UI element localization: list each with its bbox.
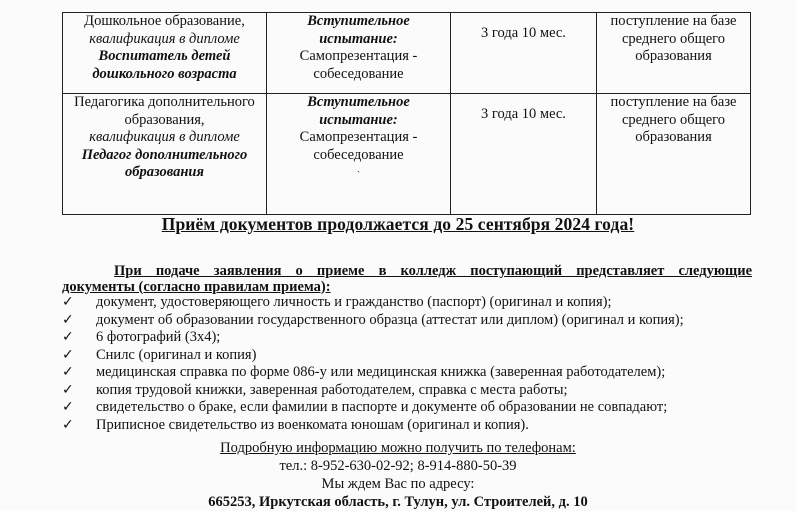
document-text: Приписное свидетельство из военкомата юношам (оригинал и копия). bbox=[96, 416, 529, 433]
waiting-line: Мы ждем Вас по адресу: bbox=[321, 476, 475, 492]
qualification-value: Педагог дополнительного образования bbox=[81, 146, 248, 180]
list-item bbox=[62, 294, 762, 312]
headline: Приём документов продолжается до 25 сентября 2024 года! bbox=[161, 214, 635, 234]
document-text: медицинская справка по форме 086-у или медицинская книжка (заверенная работодателем); bbox=[96, 364, 666, 380]
exam-cell bbox=[267, 13, 451, 94]
basis: поступление на базе среднего общего образования bbox=[610, 94, 737, 145]
list-item bbox=[62, 312, 762, 330]
document-text: 6 фотографий (3х4); bbox=[96, 329, 221, 345]
document-text: документ об образовании государственного образца (аттестат или диплом) (оригинал и копия); bbox=[96, 311, 684, 328]
basis: поступление на базе среднего общего образования bbox=[610, 13, 737, 64]
programs-table bbox=[62, 12, 751, 215]
qualification-label: квалификация в дипломе bbox=[89, 129, 240, 145]
checkmark-icon: ✓ bbox=[62, 416, 74, 433]
intro-line-1: При подаче заявления о приеме в колледж поступающий представляет следующие bbox=[114, 263, 752, 279]
qualification-label: квалификация в дипломе bbox=[89, 30, 240, 47]
checkmark-icon: ✓ bbox=[62, 329, 74, 345]
basis-cell bbox=[597, 94, 751, 215]
documents-list bbox=[62, 294, 762, 434]
stray-mark-icon: ˏ bbox=[356, 162, 361, 173]
list-item bbox=[62, 417, 762, 435]
info-line: Подробную информацию можно получить по телефонам: bbox=[220, 440, 576, 456]
program-name-cell bbox=[63, 13, 267, 94]
list-item bbox=[62, 364, 762, 382]
program-name: Дошкольное образование, bbox=[84, 13, 245, 29]
exam-label: Вступительное испытание: bbox=[307, 94, 410, 128]
document-text: копия трудовой книжки, заверенная работодателем, справка с места работы; bbox=[96, 381, 568, 398]
checkmark-icon: ✓ bbox=[62, 399, 74, 415]
checkmark-icon: ✓ bbox=[62, 311, 74, 328]
checkmark-icon: ✓ bbox=[62, 294, 74, 310]
list-item bbox=[62, 347, 762, 365]
list-item bbox=[62, 329, 762, 347]
exam-label: Вступительное испытание: bbox=[307, 13, 410, 47]
checkmark-icon: ✓ bbox=[62, 364, 74, 380]
document-text: документ, удостоверяющего личность и гражданство (паспорт) (оригинал и копия); bbox=[96, 294, 612, 310]
duration: 3 года 10 мес. bbox=[481, 25, 566, 41]
checkmark-icon: ✓ bbox=[62, 381, 74, 398]
qualification-value: Воспитатель детей дошкольного возраста bbox=[92, 48, 237, 82]
address: 665253, Иркутская область, г. Тулун, ул. Строителей, д. 10 bbox=[208, 494, 588, 510]
exam-value: Самопрезентация - собеседование bbox=[299, 48, 418, 82]
basis-cell bbox=[597, 13, 751, 94]
phones: тел.: 8-952-630-02-92; 8-914-880-50-39 bbox=[279, 458, 517, 474]
list-item bbox=[62, 399, 762, 417]
list-item bbox=[62, 382, 762, 400]
document-text: Снилс (оригинал и копия) bbox=[96, 346, 257, 363]
table-row bbox=[63, 94, 751, 215]
document-text: свидетельство о браке, если фамилии в паспорте и документе об образовании не совпадают; bbox=[96, 399, 668, 415]
table-row bbox=[63, 13, 751, 94]
duration-cell bbox=[451, 13, 597, 94]
checkmark-icon: ✓ bbox=[62, 346, 74, 363]
exam-cell bbox=[267, 94, 451, 215]
exam-value: Самопрезентация - собеседование bbox=[299, 129, 418, 163]
duration: 3 года 10 мес. bbox=[481, 106, 566, 122]
program-name-cell bbox=[63, 94, 267, 215]
intro-line-2: документы (согласно правилам приема): bbox=[62, 278, 331, 295]
intro-paragraph bbox=[62, 264, 752, 295]
duration-cell bbox=[451, 94, 597, 215]
program-name: Педагогика дополнительного образования, bbox=[74, 94, 255, 128]
